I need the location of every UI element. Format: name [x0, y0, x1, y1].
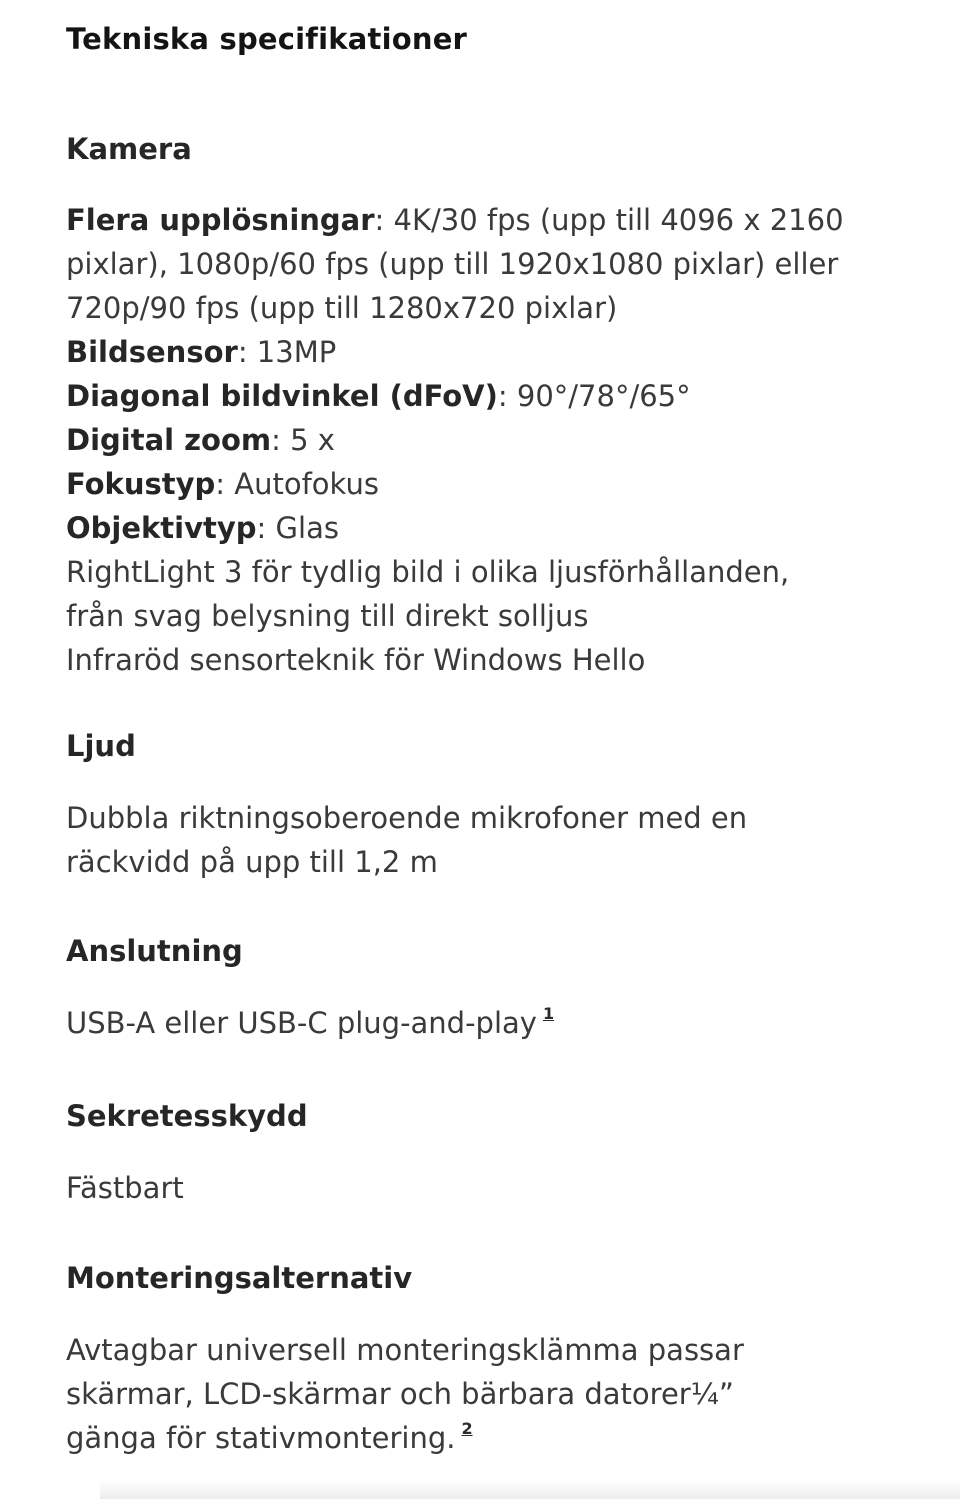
- spec-label: Flera upplösningar: [66, 203, 375, 237]
- ljud-line: Dubbla riktningsoberoende mikrofoner med en: [66, 801, 748, 835]
- montering-line-last: [66, 1416, 936, 1460]
- section-heading-ljud: Ljud: [66, 729, 136, 763]
- montering-value: gänga för stativmontering.: [66, 1421, 456, 1455]
- montering-line: Avtagbar universell monteringsklämma passar: [66, 1333, 744, 1367]
- footnote-link-1[interactable]: 1: [542, 1004, 555, 1023]
- spec-row-bildsensor: [66, 330, 936, 374]
- footnote-link-2[interactable]: 2: [461, 1419, 473, 1438]
- anslutning-line: [66, 1001, 936, 1045]
- spec-value: : 5 x: [271, 423, 335, 457]
- kamera-note: från svag belysning till direkt solljus: [66, 599, 589, 633]
- spec-value-continued: pixlar), 1080p/60 fps (upp till 1920x1080 pixlar) eller: [66, 247, 839, 281]
- sekretesskydd-value: Fästbart: [66, 1171, 184, 1205]
- spec-value: : 90°/78°/65°: [497, 379, 691, 413]
- spec-row-objektivtyp: [66, 506, 936, 550]
- spec-row-bildvinkel: [66, 374, 936, 418]
- spec-value: : Glas: [256, 511, 339, 545]
- spec-value: : Autofokus: [215, 467, 379, 501]
- spec-label: Diagonal bildvinkel (dFoV): [66, 379, 498, 413]
- spec-label: Objektivtyp: [66, 511, 257, 545]
- anslutning-text: [66, 1001, 936, 1045]
- spec-label: Digital zoom: [66, 423, 272, 457]
- section-heading-anslutning: Anslutning: [66, 934, 243, 968]
- kamera-specs: [66, 198, 936, 682]
- spec-label: Bildsensor: [66, 335, 238, 369]
- spec-value-continued: 720p/90 fps (upp till 1280x720 pixlar): [66, 291, 618, 325]
- section-heading-montering: Monteringsalternativ: [66, 1261, 413, 1295]
- section-heading-kamera: Kamera: [66, 132, 192, 166]
- montering-text: [66, 1328, 936, 1460]
- spec-row-zoom: [66, 418, 936, 462]
- ljud-text: [66, 796, 936, 884]
- kamera-note: Infraröd sensorteknik för Windows Hello: [66, 643, 646, 677]
- bottom-fade: [100, 1480, 960, 1499]
- kamera-note: RightLight 3 för tydlig bild i olika ljusförhållanden,: [66, 555, 790, 589]
- spec-row-fokustyp: [66, 462, 936, 506]
- spec-value: : 13MP: [237, 335, 337, 369]
- anslutning-value: USB-A eller USB-C plug-and-play: [66, 1006, 537, 1040]
- section-heading-sekretesskydd: Sekretesskydd: [66, 1099, 308, 1133]
- spec-row-upplosningar: [66, 198, 936, 242]
- spec-value: : 4K/30 fps (upp till 4096 x 2160: [374, 203, 844, 237]
- spec-label: Fokustyp: [66, 467, 216, 501]
- montering-line: skärmar, LCD-skärmar och bärbara datorer¼”: [66, 1377, 734, 1411]
- page-title: Tekniska specifikationer: [66, 22, 468, 56]
- ljud-line: räckvidd på upp till 1,2 m: [66, 845, 438, 879]
- sekretesskydd-text: [66, 1166, 936, 1210]
